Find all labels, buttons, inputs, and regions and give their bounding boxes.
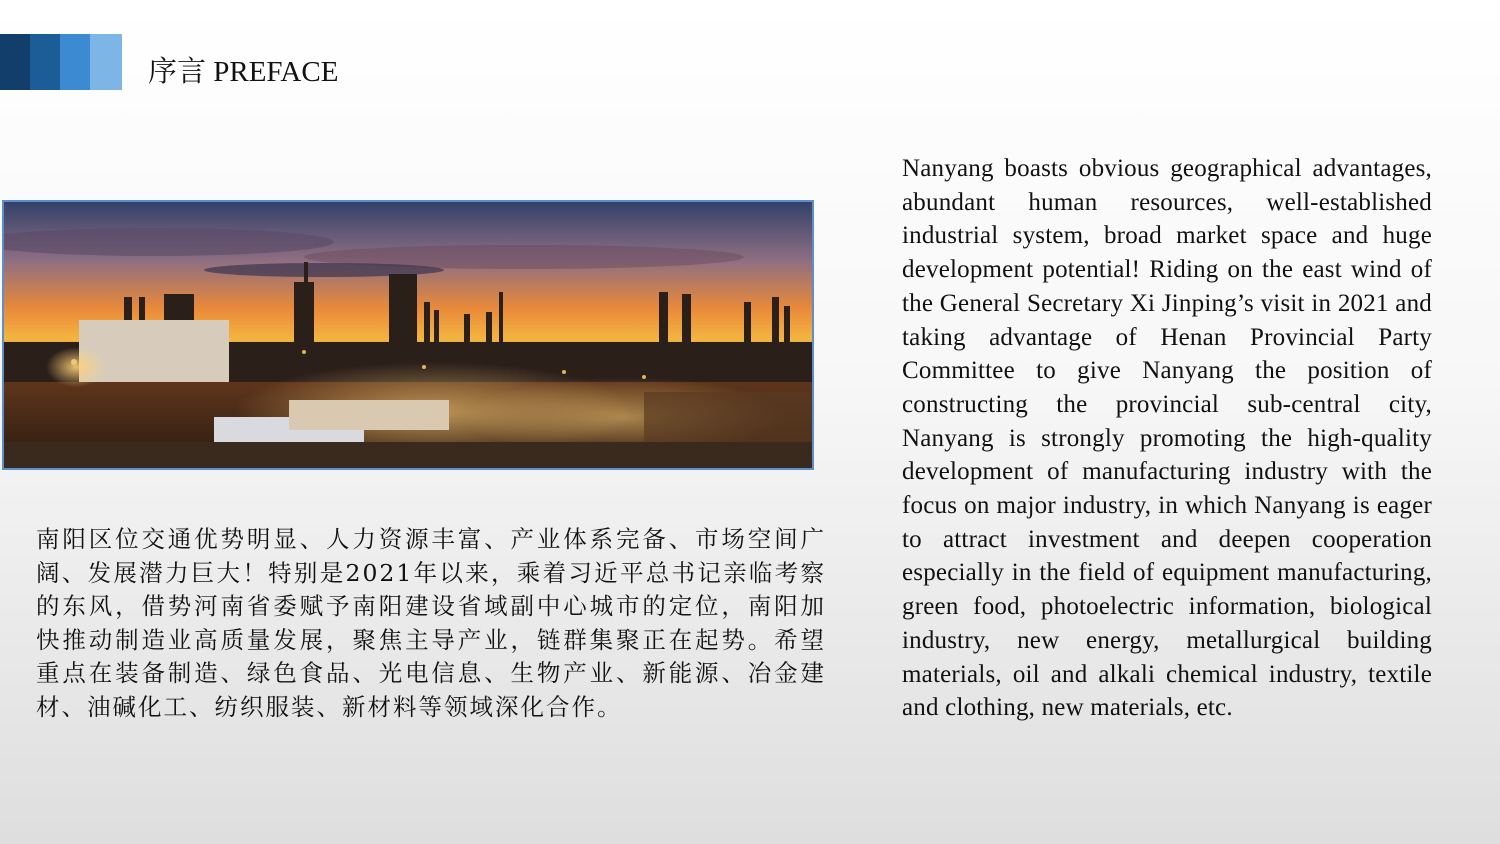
industrial-plant-sunset-photo bbox=[2, 200, 814, 470]
english-paragraph: Nanyang boasts obvious geographical advantages, abundant human resources, well-established industrial system, broad market space and huge development potential! Riding on the east wind of the General Secretary Xi Jinping’s visit in 2021 and taking advantage of Henan Provincial Party Committee to give Nanyang the position of constructing the provincial sub-central city, Nanyang is strongly promoting the high-quality development of manufacturing industry with the focus on major industry, in which Nanyang is eager to attract investment and deepen cooperation especially in the field of equipment manufacturing, green food, photoelectric information, biological industry, new energy, metallurgical building materials, oil and alkali chemical industry, textile and clothing, new materials, etc. bbox=[902, 155, 1432, 722]
header-accent-bar bbox=[0, 34, 122, 90]
page-title: 序言 PREFACE bbox=[148, 56, 339, 88]
accent-block-2 bbox=[30, 34, 60, 90]
chinese-paragraph: 南阳区位交通优势明显、人力资源丰富、产业体系完备、市场空间广阔、发展潜力巨大！特别是2021年以来，乘着习近平总书记亲临考察的东风，借势河南省委赋予南阳建设省域副中心城市的定位，南阳加快推动制造业高质量发展，聚焦主导产业，链群集聚正在起势。希望重点在装备制造、绿色食品、光电信息、生物产业、新能源、冶金建材、油碱化工、纺织服装、新材料等领域深化合作。 bbox=[36, 525, 826, 721]
accent-block-3 bbox=[60, 34, 90, 90]
accent-block-4 bbox=[90, 34, 122, 90]
plant-illustration bbox=[4, 202, 812, 468]
accent-block-1 bbox=[0, 34, 30, 90]
